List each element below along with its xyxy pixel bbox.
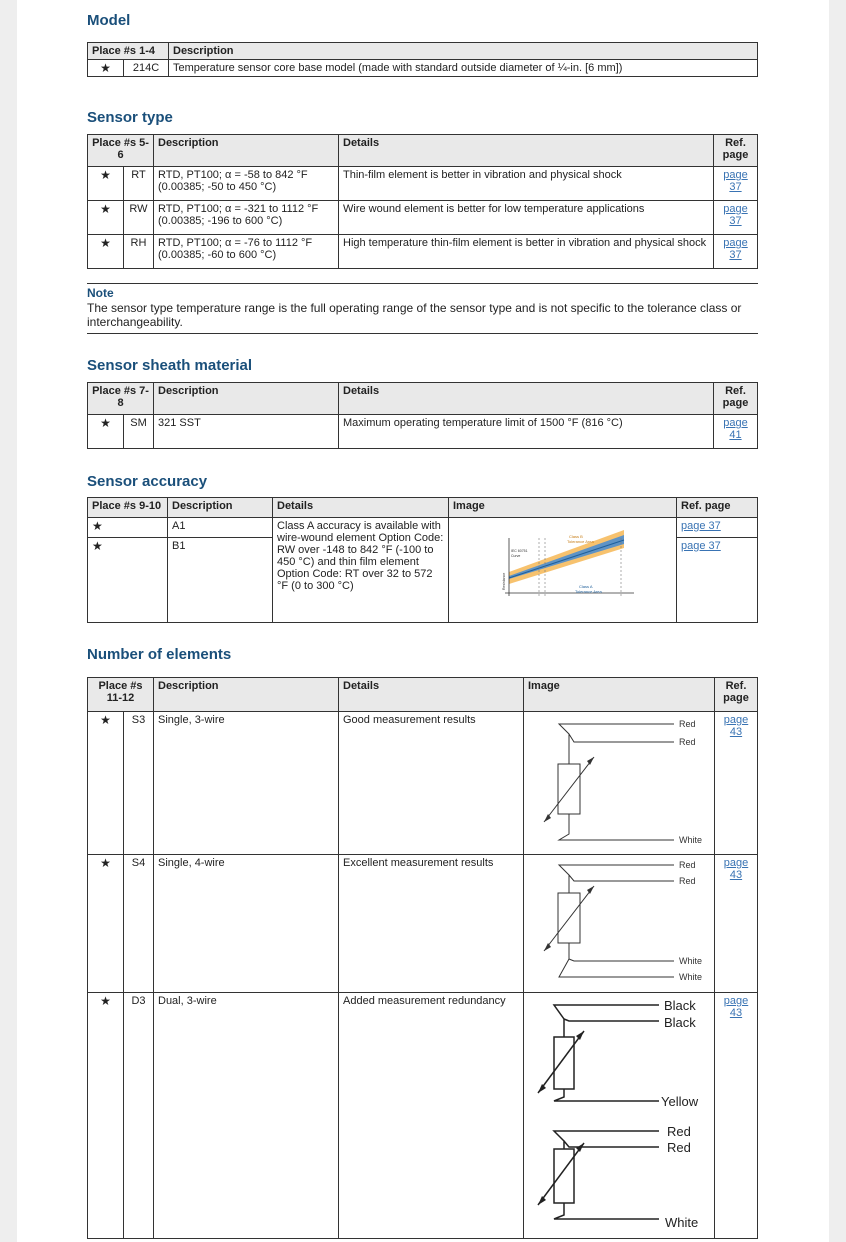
wire-label: Black bbox=[664, 1015, 696, 1030]
sheath-heading: Sensor sheath material bbox=[87, 357, 253, 374]
sensor-type-table bbox=[87, 134, 758, 269]
table-row bbox=[88, 201, 758, 235]
wiring-diagram bbox=[524, 993, 715, 1239]
table-row bbox=[88, 60, 758, 77]
class-a-label: Class A bbox=[579, 584, 593, 589]
accuracy-table bbox=[87, 497, 758, 623]
option-code: D3 bbox=[124, 993, 154, 1239]
table-row bbox=[88, 518, 758, 538]
sensor-type-col-details: Details bbox=[339, 135, 714, 167]
option-details: Good measurement results bbox=[339, 712, 524, 855]
wire-label: Red bbox=[667, 1124, 691, 1139]
option-code: S4 bbox=[124, 855, 154, 993]
wiring-diagram bbox=[524, 855, 715, 993]
wire-label: Black bbox=[664, 998, 696, 1013]
option-description: RTD, PT100; α = -76 to 1112 °F (0.00385; -60 to 600 °C) bbox=[154, 235, 339, 269]
wire-label: White bbox=[679, 956, 703, 966]
accuracy-col-ref: Ref. page bbox=[677, 498, 758, 518]
option-details: Maximum operating temperature limit of 1500 °F (816 °C) bbox=[339, 415, 714, 449]
table-row bbox=[88, 855, 758, 993]
wire-label: Red bbox=[679, 876, 696, 886]
star-icon: ★ bbox=[88, 167, 124, 201]
table-row bbox=[88, 235, 758, 269]
option-code: S3 bbox=[124, 712, 154, 855]
accuracy-details: Class A accuracy is available with wire-wound element Option Code: RW over -148 to 842 °F (-100 to 450 °C) and thin film element Option Code: RT over 32 to 572 °F (0 to 300 °C) bbox=[273, 518, 449, 623]
wire-label: White bbox=[679, 972, 703, 982]
iec-label: IEC 60751 bbox=[511, 549, 528, 553]
wire-label: White bbox=[665, 1215, 699, 1230]
ref-page-link[interactable]: page 43 bbox=[715, 855, 758, 993]
ref-page-link[interactable]: page 43 bbox=[715, 712, 758, 855]
accuracy-col-details: Details bbox=[273, 498, 449, 518]
star-icon: ★ bbox=[88, 60, 124, 77]
option-description: 321 SST bbox=[154, 415, 339, 449]
option-details: High temperature thin-film element is better in vibration and physical shock bbox=[339, 235, 714, 269]
elements-heading: Number of elements bbox=[87, 646, 232, 663]
model-col-description: Description bbox=[169, 43, 758, 60]
option-details: Added measurement redundancy bbox=[339, 993, 524, 1239]
accuracy-heading: Sensor accuracy bbox=[87, 473, 208, 490]
wire-label: White bbox=[679, 835, 703, 845]
sensor-type-heading: Sensor type bbox=[87, 109, 173, 126]
class-b-area-label: Tolerance Area bbox=[567, 539, 594, 544]
option-details: Excellent measurement results bbox=[339, 855, 524, 993]
table-row bbox=[88, 993, 758, 1239]
option-description: RTD, PT100; α = -321 to 1112 °F (0.00385; -196 to 600 °C) bbox=[154, 201, 339, 235]
dual-3-wire-diagram bbox=[524, 993, 714, 1235]
option-description: RTD, PT100; α = -58 to 842 °F (0.00385; -50 to 450 °C) bbox=[154, 167, 339, 201]
accuracy-col-image: Image bbox=[449, 498, 677, 518]
star-icon: ★ bbox=[88, 712, 124, 855]
ref-page-link[interactable]: page 37 bbox=[714, 167, 758, 201]
note-text: The sensor type temperature range is the full operating range of the sensor type and is not specific to the tolerance class or interchangeability. bbox=[87, 301, 742, 329]
wire-label: Red bbox=[667, 1140, 691, 1155]
ref-page-link[interactable]: page 37 bbox=[714, 235, 758, 269]
sheath-col-details: Details bbox=[339, 383, 714, 415]
option-description: Dual, 3-wire bbox=[154, 993, 339, 1239]
option-details: Thin-film element is better in vibration and physical shock bbox=[339, 167, 714, 201]
tolerance-chart-image bbox=[449, 518, 675, 602]
curve-label: Curve bbox=[511, 554, 521, 558]
star-icon: ★ bbox=[88, 538, 168, 623]
option-description: Single, 4-wire bbox=[154, 855, 339, 993]
option-code: RT bbox=[124, 167, 154, 201]
note-rule-top bbox=[87, 283, 758, 284]
star-icon: ★ bbox=[88, 415, 124, 449]
accuracy-col-description: Description bbox=[168, 498, 273, 518]
star-icon: ★ bbox=[88, 855, 124, 993]
note-label: Note bbox=[87, 286, 114, 300]
sheath-table bbox=[87, 382, 758, 449]
right-margin bbox=[829, 0, 846, 1242]
single-3-wire-diagram bbox=[524, 712, 714, 851]
class-a-area-label: Tolerance Area bbox=[575, 589, 602, 594]
option-code: A1 bbox=[168, 518, 273, 538]
sensor-type-col-ref: Ref. page bbox=[714, 135, 758, 167]
table-row bbox=[88, 415, 758, 449]
elements-col-image: Image bbox=[524, 678, 715, 712]
elements-col-details: Details bbox=[339, 678, 524, 712]
table-row bbox=[88, 167, 758, 201]
option-description: Single, 3-wire bbox=[154, 712, 339, 855]
ref-page-link[interactable]: page 37 bbox=[714, 201, 758, 235]
option-code: RH bbox=[124, 235, 154, 269]
sheath-col-description: Description bbox=[154, 383, 339, 415]
star-icon: ★ bbox=[88, 993, 124, 1239]
wiring-diagram bbox=[524, 712, 715, 855]
accuracy-col-place: Place #s 9-10 bbox=[88, 498, 168, 518]
option-description: Temperature sensor core base model (made with standard outside diameter of ¼-in. [6 mm]) bbox=[169, 60, 758, 77]
option-code: RW bbox=[124, 201, 154, 235]
document-page bbox=[17, 0, 829, 1242]
elements-col-description: Description bbox=[154, 678, 339, 712]
sensor-type-col-description: Description bbox=[154, 135, 339, 167]
left-margin bbox=[0, 0, 17, 1242]
model-col-place: Place #s 1-4 bbox=[88, 43, 169, 60]
elements-table bbox=[87, 677, 758, 1239]
single-4-wire-diagram bbox=[524, 855, 714, 989]
option-code: SM bbox=[124, 415, 154, 449]
star-icon: ★ bbox=[88, 201, 124, 235]
accuracy-image bbox=[449, 518, 677, 623]
class-b-label: Class B bbox=[569, 534, 583, 539]
model-table bbox=[87, 42, 758, 77]
star-icon: ★ bbox=[88, 518, 168, 538]
elements-col-place: Place #s 11-12 bbox=[88, 678, 154, 712]
ref-page-link[interactable]: page 37 bbox=[677, 518, 758, 538]
wire-label: Red bbox=[679, 860, 696, 870]
wire-label: Yellow bbox=[661, 1094, 699, 1109]
ref-page-link[interactable]: page 43 bbox=[715, 993, 758, 1239]
ref-page-link[interactable]: page 37 bbox=[677, 538, 758, 623]
sheath-col-ref: Ref. page bbox=[714, 383, 758, 415]
elements-col-ref: Ref. page bbox=[715, 678, 758, 712]
option-code: B1 bbox=[168, 538, 273, 623]
resistance-label: Resistance bbox=[502, 572, 506, 590]
option-code: 214C bbox=[124, 60, 169, 77]
note-rule-bottom bbox=[87, 333, 758, 334]
option-details: Wire wound element is better for low temperature applications bbox=[339, 201, 714, 235]
ref-page-link[interactable]: page 41 bbox=[714, 415, 758, 449]
sensor-type-col-place: Place #s 5-6 bbox=[88, 135, 154, 167]
wire-label: Red bbox=[679, 737, 696, 747]
sheath-col-place: Place #s 7-8 bbox=[88, 383, 154, 415]
table-row bbox=[88, 712, 758, 855]
wire-label: Red bbox=[679, 719, 696, 729]
model-heading: Model bbox=[87, 12, 131, 29]
star-icon: ★ bbox=[88, 235, 124, 269]
